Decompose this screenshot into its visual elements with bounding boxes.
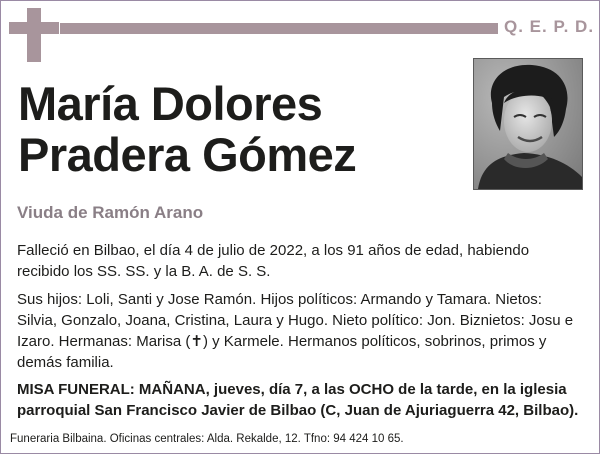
- funeral-mass-paragraph: MISA FUNERAL: MAÑANA, jueves, día 7, a las OCHO de la tarde, en la iglesia parroquial San Francisco Javier de Bilbao (C, Juan de Ajuriaguerra 42, Bilbao).: [17, 381, 579, 419]
- deceased-name: [18, 78, 468, 180]
- deceased-name-line1: María Dolores: [18, 77, 323, 130]
- cross-vertical-bar: [27, 8, 41, 62]
- death-notice-paragraph: Falleció en Bilbao, el día 4 de julio de 2022, a los 91 años de edad, habiendo recibido los SS. SS. y la B. A. de S. S.: [17, 242, 530, 280]
- cross-horizontal-bar: [9, 22, 59, 34]
- qepd-label: Q. E. P. D.: [504, 17, 595, 36]
- widow-subtitle: Viuda de Ramón Arano: [17, 203, 204, 222]
- deceased-name-line2: Pradera Gómez: [18, 128, 357, 181]
- deceased-photo: [473, 58, 583, 190]
- family-text-before-cross: Sus hijos: Loli, Santi y Jose Ramón. Hijos políticos: Armando y Tamara. Nietos: Silvia, Gonzalo, Joana, Cristina, Laura y Hugo. Nieto político: Jon. Biznietos: Josu e Izaro. Hermanas: Marisa (: [17, 291, 574, 350]
- small-cross-icon: ✝: [190, 333, 203, 350]
- funeral-home-footer: Funeraria Bilbaina. Oficinas centrales: Alda. Rekalde, 12. Tfno: 94 424 10 65.: [10, 433, 404, 445]
- family-text-after-cross: ) y Karmele. Hermanos políticos, sobrinos, primos y demás familia.: [17, 333, 547, 371]
- header-divider-bar: [60, 23, 498, 34]
- portrait-image: [474, 59, 582, 189]
- family-paragraph: [17, 289, 585, 373]
